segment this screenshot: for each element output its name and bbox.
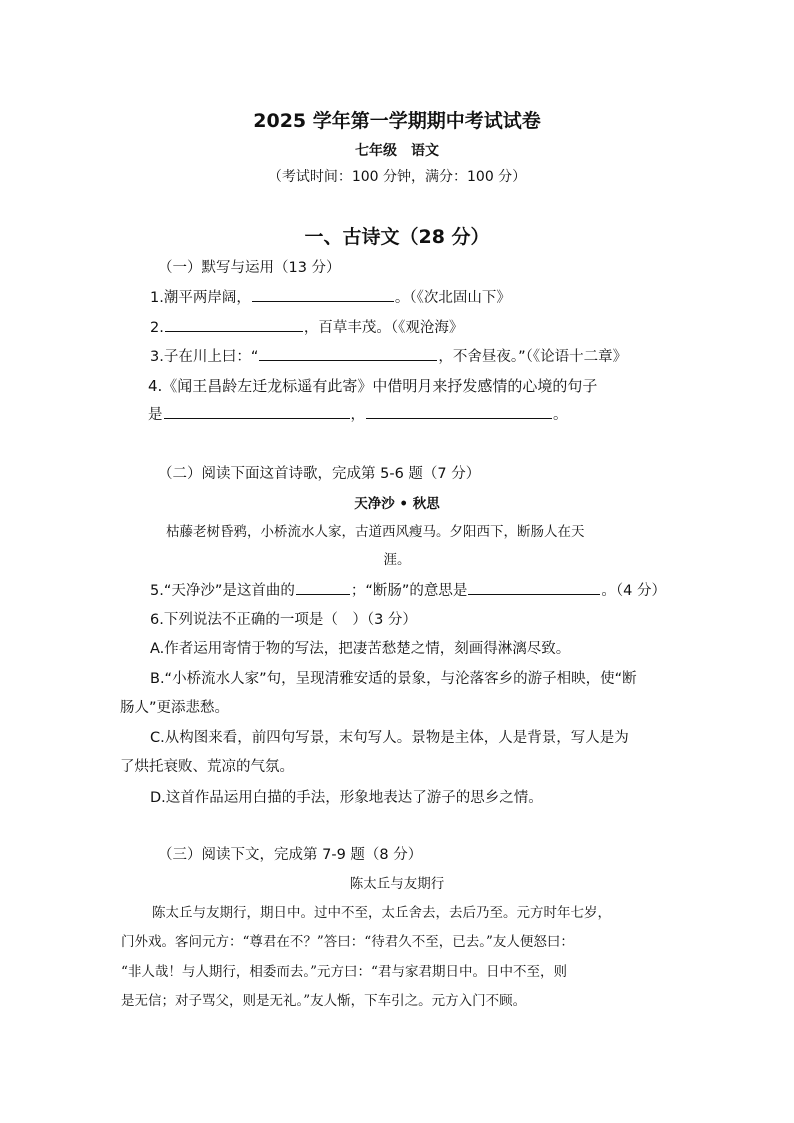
option-c-line2: 了烘托衰败、荒凉的气氛。 (120, 759, 294, 775)
option-b-line1[interactable]: B.“小桥流水人家”句，呈现清雅安适的景象，与沦落客乡的游子相映，使“断 (150, 671, 637, 687)
q3-answer-blank[interactable] (259, 345, 437, 361)
option-c-line1[interactable]: C.从构图来看，前四句写景，末句写人。景物是主体，人是背景，写人是为 (150, 730, 629, 746)
question-5 (150, 579, 666, 600)
passage-line-4: 是无信；对子骂父，则是无礼。”友人惭，下车引之。元方入门不顾。 (121, 993, 527, 1009)
q3-after: ，不舍昼夜。”（《论语十二章》 (438, 349, 628, 365)
question-6: 6.下列说法不正确的一项是（ ）（3 分） (150, 612, 417, 628)
exam-subtitle: 七年级 语文 (355, 143, 439, 159)
q5-before: 5.“天净沙”是这首曲的 (150, 583, 295, 599)
q4-after: 。 (553, 407, 568, 423)
q4-answer-blank-1[interactable] (164, 403, 350, 419)
option-b-line2: 肠人”更添悲愁。 (120, 700, 230, 716)
q2-after: ，百草丰茂。（《观沧海》 (303, 320, 464, 336)
passage-title: 陈太丘与友期行 (349, 876, 445, 892)
exam-info: （考试时间：100 分钟，满分：100 分） (267, 169, 527, 185)
q5-after: 。（4 分） (601, 583, 666, 599)
q5-answer-blank-2[interactable] (468, 579, 600, 595)
passage-line-2: 门外戏。客问元方：“尊君在不？”答曰：“待君久不至，已去。”友人便怒曰： (121, 934, 574, 950)
part3-heading: （三）阅读下文，完成第 7-9 题（8 分） (158, 847, 423, 863)
q1-answer-blank[interactable] (252, 286, 394, 302)
q2-answer-blank[interactable] (165, 316, 303, 332)
passage-line-1: 陈太丘与友期行，期日中。过中不至，太丘舍去，去后乃至。元方时年七岁， (152, 905, 611, 921)
option-a[interactable]: A.作者运用寄情于物的写法，把凄苦愁楚之情，刻画得淋漓尽致。 (150, 641, 571, 657)
question-4-line1: 4.《闻王昌龄左迁龙标遥有此寄》中借明月来抒发感情的心境的句子 (148, 377, 598, 395)
question-1 (150, 286, 511, 307)
part2-heading: （二）阅读下面这首诗歌，完成第 5-6 题（7 分） (158, 466, 481, 482)
passage-line-3: “非人哉！与人期行，相委而去。”元方曰：“君与家君期日中。日中不至，则 (121, 964, 567, 980)
q4-middle: ， (350, 407, 365, 423)
exam-title: 2025 学年第一学期期中考试试卷 (253, 110, 541, 132)
q3-before: 3.子在川上曰：“ (150, 349, 259, 365)
question-4-line2 (148, 403, 568, 424)
part1-heading: （一）默写与运用（13 分） (158, 260, 341, 276)
poem-line-2: 涯。 (383, 552, 411, 568)
question-3 (150, 345, 627, 366)
q4-answer-blank-2[interactable] (366, 403, 552, 419)
question-2 (150, 316, 463, 337)
q1-before: 1.潮平两岸阔， (150, 290, 251, 306)
q5-middle: ；“断肠”的意思是 (350, 583, 468, 599)
option-d[interactable]: D.这首作品运用白描的手法，形象地表达了游子的思乡之情。 (150, 790, 543, 806)
poem-line-1: 枯藤老树昏鸦，小桥流水人家，古道西风瘦马。夕阳西下，断肠人在天 (166, 524, 585, 540)
q5-answer-blank-1[interactable] (296, 579, 350, 595)
q4-before: 是 (148, 407, 163, 423)
poem-title: 天净沙 • 秋思 (354, 496, 440, 512)
q2-before: 2. (150, 320, 164, 336)
section-heading: 一、古诗文（28 分） (304, 226, 490, 248)
q1-after: 。（《次北固山下》 (394, 290, 511, 306)
